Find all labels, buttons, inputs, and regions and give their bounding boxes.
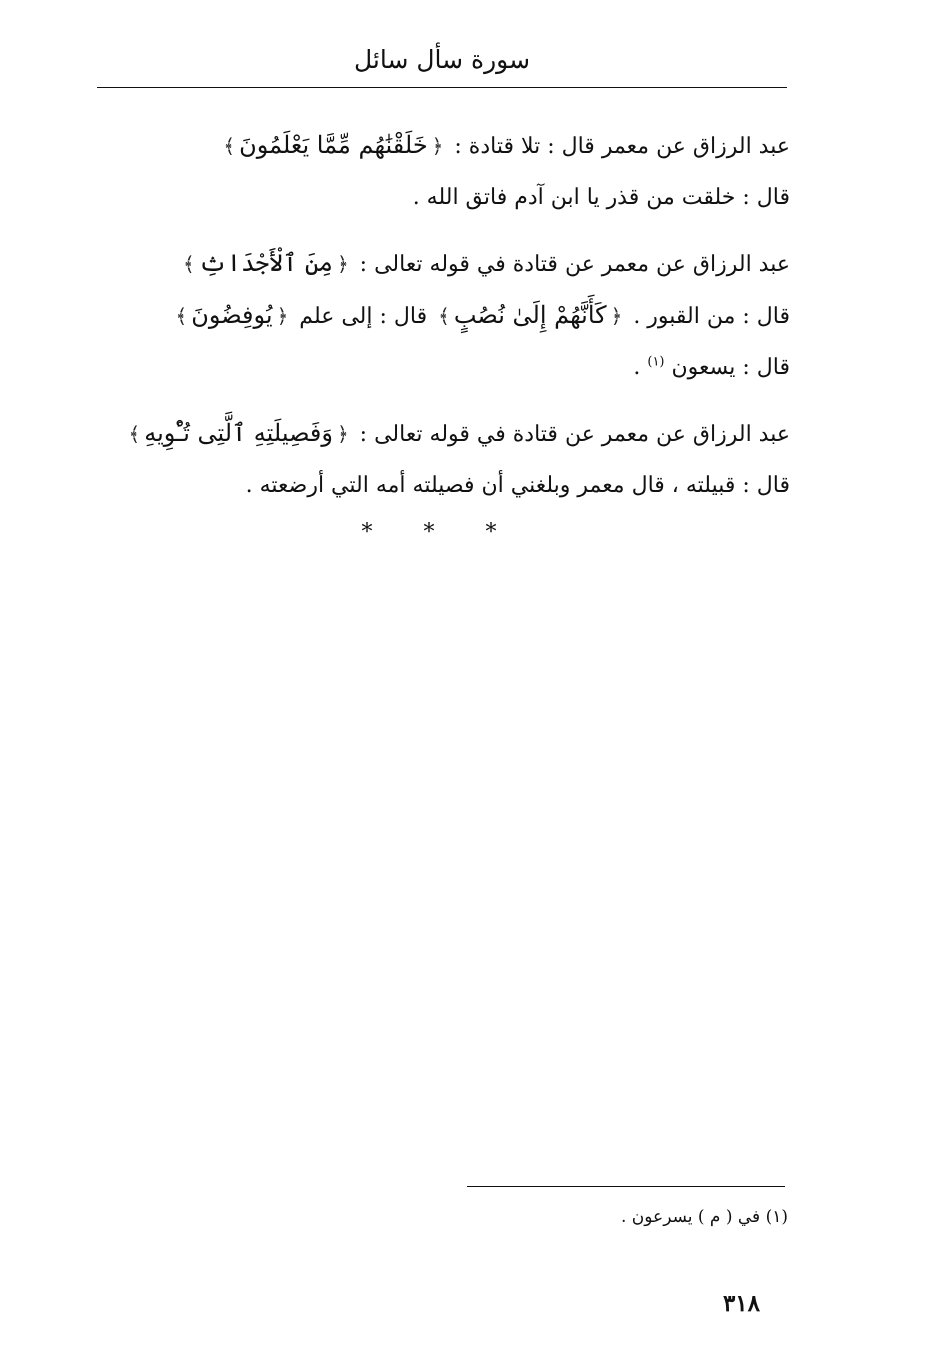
text-line: عبد الرزاق عن معمر قال : تلا قتادة : ﴿خَلَقْنَٰهُم مِّمَّا يَعْلَمُونَ﴾ xyxy=(100,120,790,172)
surah-title: سورة سأل سائل xyxy=(353,45,531,74)
quran-verse: كَأَنَّهُمْ إِلَىٰ نُصُبٍ xyxy=(453,301,607,329)
quran-bracket-close: ﴾ xyxy=(175,304,188,328)
paragraph-2 xyxy=(100,238,790,393)
footnote: (١) في ( م ) يسرعون . xyxy=(620,1207,788,1227)
paragraph-3 xyxy=(100,408,790,511)
text-line: عبد الرزاق عن معمر عن قتادة في قوله تعالى : ﴿وَفَصِيلَتِهِ ٱلَّتِى تُـْٔوِيهِ﴾ xyxy=(100,408,790,460)
text-line: قال : خلقت من قذر يا ابن آدم فاتق الله . xyxy=(412,185,790,210)
text-line: عبد الرزاق عن معمر عن قتادة في قوله تعالى : ﴿مِنَ ٱلْأَجْدَاثِ﴾ xyxy=(100,238,790,290)
quran-verse: يُوفِضُونَ xyxy=(191,301,273,329)
quran-bracket-close: ﴾ xyxy=(223,134,236,158)
quran-bracket-close: ﴾ xyxy=(128,422,141,446)
quran-bracket-open: ﴿ xyxy=(336,422,349,446)
quran-bracket-close: ﴾ xyxy=(183,252,195,276)
quran-bracket-close: ﴾ xyxy=(438,304,450,328)
text-line: قال : قبيلته ، قال معمر وبلغني أن فصيلته أمه التي أرضعته . xyxy=(245,473,790,498)
quran-verse: مِنَ ٱلْأَجْدَاثِ xyxy=(198,249,333,277)
quran-bracket-open: ﴿ xyxy=(336,252,349,276)
text-line: قال : يسعون $^{(١)}$ . xyxy=(633,354,790,380)
quran-bracket-open: ﴿ xyxy=(431,134,444,158)
text-line: قال : من القبور . ﴿كَأَنَّهُمْ إِلَىٰ نُصُبٍ﴾ قال : إلى علم ﴿يُوفِضُونَ﴾ xyxy=(100,290,790,342)
quran-verse: وَفَصِيلَتِهِ ٱلَّتِى تُـْٔوِيهِ xyxy=(144,419,333,447)
header-divider xyxy=(97,87,787,88)
page-number: ٣١٨ xyxy=(722,1290,760,1317)
footnote-divider xyxy=(467,1186,785,1187)
quran-bracket-open: ﴿ xyxy=(276,304,289,328)
footnote-reference: (١) xyxy=(647,354,665,370)
paragraph-1 xyxy=(100,120,790,223)
running-header xyxy=(97,40,787,80)
quran-bracket-open: ﴿ xyxy=(610,304,623,328)
main-text xyxy=(100,120,790,526)
quran-verse: خَلَقْنَٰهُم مِّمَّا يَعْلَمُونَ xyxy=(239,131,428,159)
section-separator: * * * xyxy=(361,520,519,545)
